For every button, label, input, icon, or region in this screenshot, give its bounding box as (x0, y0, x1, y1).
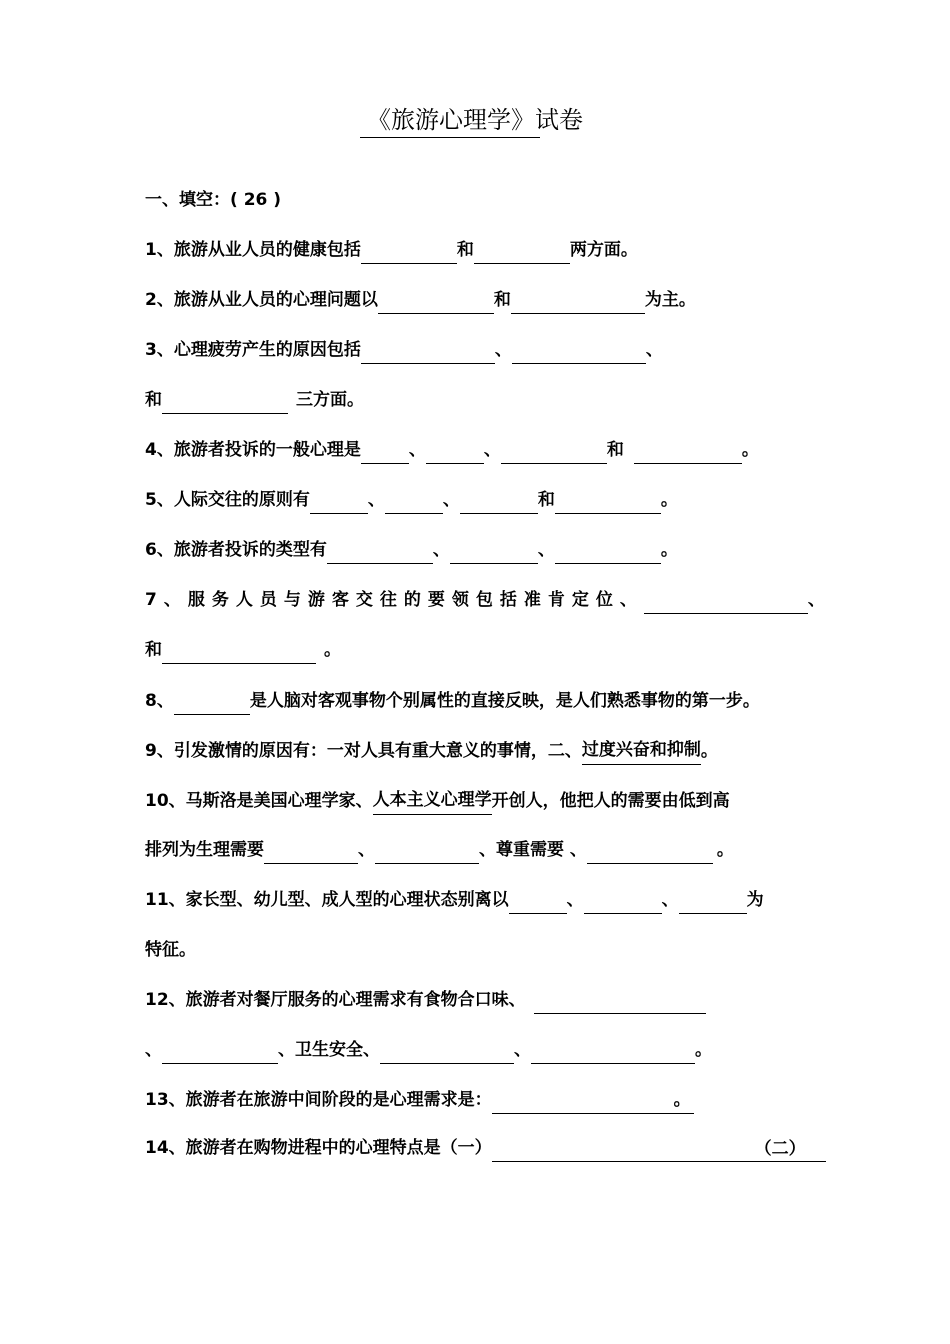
q4-text: 4、旅游者投诉的一般心理是 (145, 440, 361, 460)
q6-text-end: 。 (660, 540, 678, 560)
question-12-cont (145, 1036, 712, 1064)
q4-blank-4[interactable] (634, 439, 742, 464)
question-10-cont (145, 836, 734, 864)
q5-blank-3[interactable] (460, 489, 538, 514)
q12-blank-4[interactable] (531, 1039, 695, 1064)
q7-text: 7、服务人员与游客交往的要领包括准肯定位、 (145, 590, 644, 610)
page-title: 《旅游心理学》试卷 (367, 106, 583, 134)
question-12 (145, 986, 706, 1014)
q6-blank-1[interactable] (327, 539, 433, 564)
question-3 (145, 336, 663, 364)
q5-blank-4[interactable] (555, 489, 661, 514)
q8-text: 8、 (145, 691, 174, 711)
q3-text-and: 和 (145, 390, 162, 410)
question-10 (145, 786, 730, 814)
q3-blank-2[interactable] (512, 339, 646, 364)
q12-text-end: 。 (695, 1040, 712, 1060)
q10-text: 10、马斯洛是美国心理学家、 (145, 791, 373, 811)
question-4 (145, 436, 759, 464)
q12-text: 12、旅游者对餐厅服务的心理需求有食物合口味、 (145, 990, 526, 1010)
q5-blank-1[interactable] (310, 489, 368, 514)
q1-blank-1[interactable] (361, 239, 457, 264)
q12-sep-2: 、 (514, 1040, 531, 1060)
q10-blank-2[interactable] (375, 839, 479, 864)
q11-text-wei: 为 (746, 890, 764, 910)
question-13 (145, 1086, 691, 1114)
q1-text-end: 两方面。 (569, 240, 638, 260)
q4-blank-1[interactable] (361, 439, 409, 464)
q11-blank-3[interactable] (679, 889, 747, 914)
q12-blank-2[interactable] (162, 1039, 278, 1064)
q9-text-end: 。 (700, 741, 718, 761)
q12-sep-1: 、 (145, 1040, 162, 1060)
q11-sep-1: 、 (566, 890, 584, 910)
q2-text-and: 和 (493, 290, 511, 310)
q3-text: 3、心理疲劳产生的原因包括 (145, 340, 361, 360)
q2-text-end: 为主。 (644, 290, 696, 310)
q5-sep-2: 、 (442, 490, 460, 510)
q7-blank-1[interactable] (644, 589, 808, 614)
q5-blank-2[interactable] (385, 489, 443, 514)
q8-text-end: 是人脑对客观事物个别属性的直接反映，是人们熟悉事物的第一步。 (249, 691, 760, 711)
q7-text-and: 和 (145, 640, 162, 660)
q10-text-3: 、尊重需要 、 (479, 840, 587, 860)
question-11 (145, 886, 764, 914)
q1-text: 1、旅游从业人员的健康包括 (145, 240, 361, 260)
question-9 (145, 736, 718, 764)
q7-text-end: 。 (324, 640, 341, 660)
q13-text-end: 。 (673, 1090, 691, 1110)
q11-blank-2[interactable] (584, 889, 662, 914)
q3-blank-1[interactable] (361, 339, 495, 364)
q9-answer: 过度兴奋和抑制 (582, 736, 701, 765)
q4-text-and: 和 (606, 440, 624, 460)
q4-blank-3[interactable] (501, 439, 607, 464)
q13-blank[interactable] (492, 1089, 694, 1114)
q1-text-and: 和 (456, 240, 474, 260)
q4-sep-2: 、 (483, 440, 501, 460)
q10-text-2: 排列为生理需要 (145, 840, 264, 860)
q10-text-end: 。 (716, 840, 734, 860)
q10-answer: 人本主义心理学 (373, 786, 492, 815)
q5-sep-1: 、 (367, 490, 385, 510)
q11-text: 11、家长型、幼儿型、成人型的心理状态别离以 (145, 890, 509, 910)
q7-blank-2[interactable] (162, 639, 316, 664)
question-5 (145, 486, 678, 514)
q12-blank-1[interactable] (534, 989, 706, 1014)
question-14 (145, 1134, 826, 1162)
question-2 (145, 286, 696, 314)
q4-blank-2[interactable] (426, 439, 484, 464)
q10-blank-1[interactable] (264, 839, 358, 864)
q5-text: 5、人际交往的原则有 (145, 490, 310, 510)
q11-sep-2: 、 (661, 890, 679, 910)
q6-blank-2[interactable] (450, 539, 538, 564)
q14-text: 14、旅游者在购物进程中的心理特点是（一） (145, 1138, 492, 1158)
q14-blank[interactable] (492, 1137, 826, 1162)
q1-blank-2[interactable] (474, 239, 570, 264)
q8-blank[interactable] (174, 686, 250, 715)
question-6 (145, 536, 678, 564)
q11-blank-1[interactable] (509, 889, 567, 914)
q2-blank-2[interactable] (511, 289, 645, 314)
q4-sep-1: 、 (408, 440, 426, 460)
q5-text-and: 和 (537, 490, 555, 510)
title-underline (360, 137, 540, 138)
q9-text: 9、引发激情的原因有：一对人具有重大意义的事情，二、 (145, 741, 582, 761)
q6-sep-1: 、 (432, 540, 450, 560)
q6-text: 6、旅游者投诉的类型有 (145, 540, 327, 560)
question-8 (145, 686, 760, 714)
question-7-cont (145, 636, 341, 664)
q11-text-end: 特征。 (145, 940, 196, 960)
question-7 (145, 586, 825, 614)
q10-text-mid: 开创人，他把人的需要由低到高 (491, 791, 730, 811)
q12-blank-3[interactable] (380, 1039, 514, 1064)
q2-blank-1[interactable] (378, 289, 494, 314)
q13-text: 13、旅游者在旅游中间阶段的是心理需求是： (145, 1090, 492, 1110)
q3-blank-3[interactable] (162, 389, 288, 414)
q3-text-end: 三方面。 (296, 390, 364, 410)
q6-blank-3[interactable] (555, 539, 661, 564)
q10-blank-3[interactable] (587, 839, 713, 864)
q6-sep-2: 、 (537, 540, 555, 560)
section-heading: 一、填空：( 26 ) (145, 190, 282, 210)
q5-text-end: 。 (660, 490, 678, 510)
q3-sep-1: 、 (494, 340, 512, 360)
q2-text: 2、旅游从业人员的心理问题以 (145, 290, 378, 310)
q14-text-2: （二） (754, 1139, 806, 1159)
q7-sep: 、 (807, 590, 825, 610)
question-3-cont (145, 386, 364, 414)
q12-text-2: 、卫生安全、 (278, 1040, 380, 1060)
q3-sep-2: 、 (645, 340, 663, 360)
question-11-cont (145, 936, 196, 964)
question-1 (145, 236, 638, 264)
q10-sep: 、 (358, 840, 375, 860)
q4-text-end: 。 (741, 440, 759, 460)
